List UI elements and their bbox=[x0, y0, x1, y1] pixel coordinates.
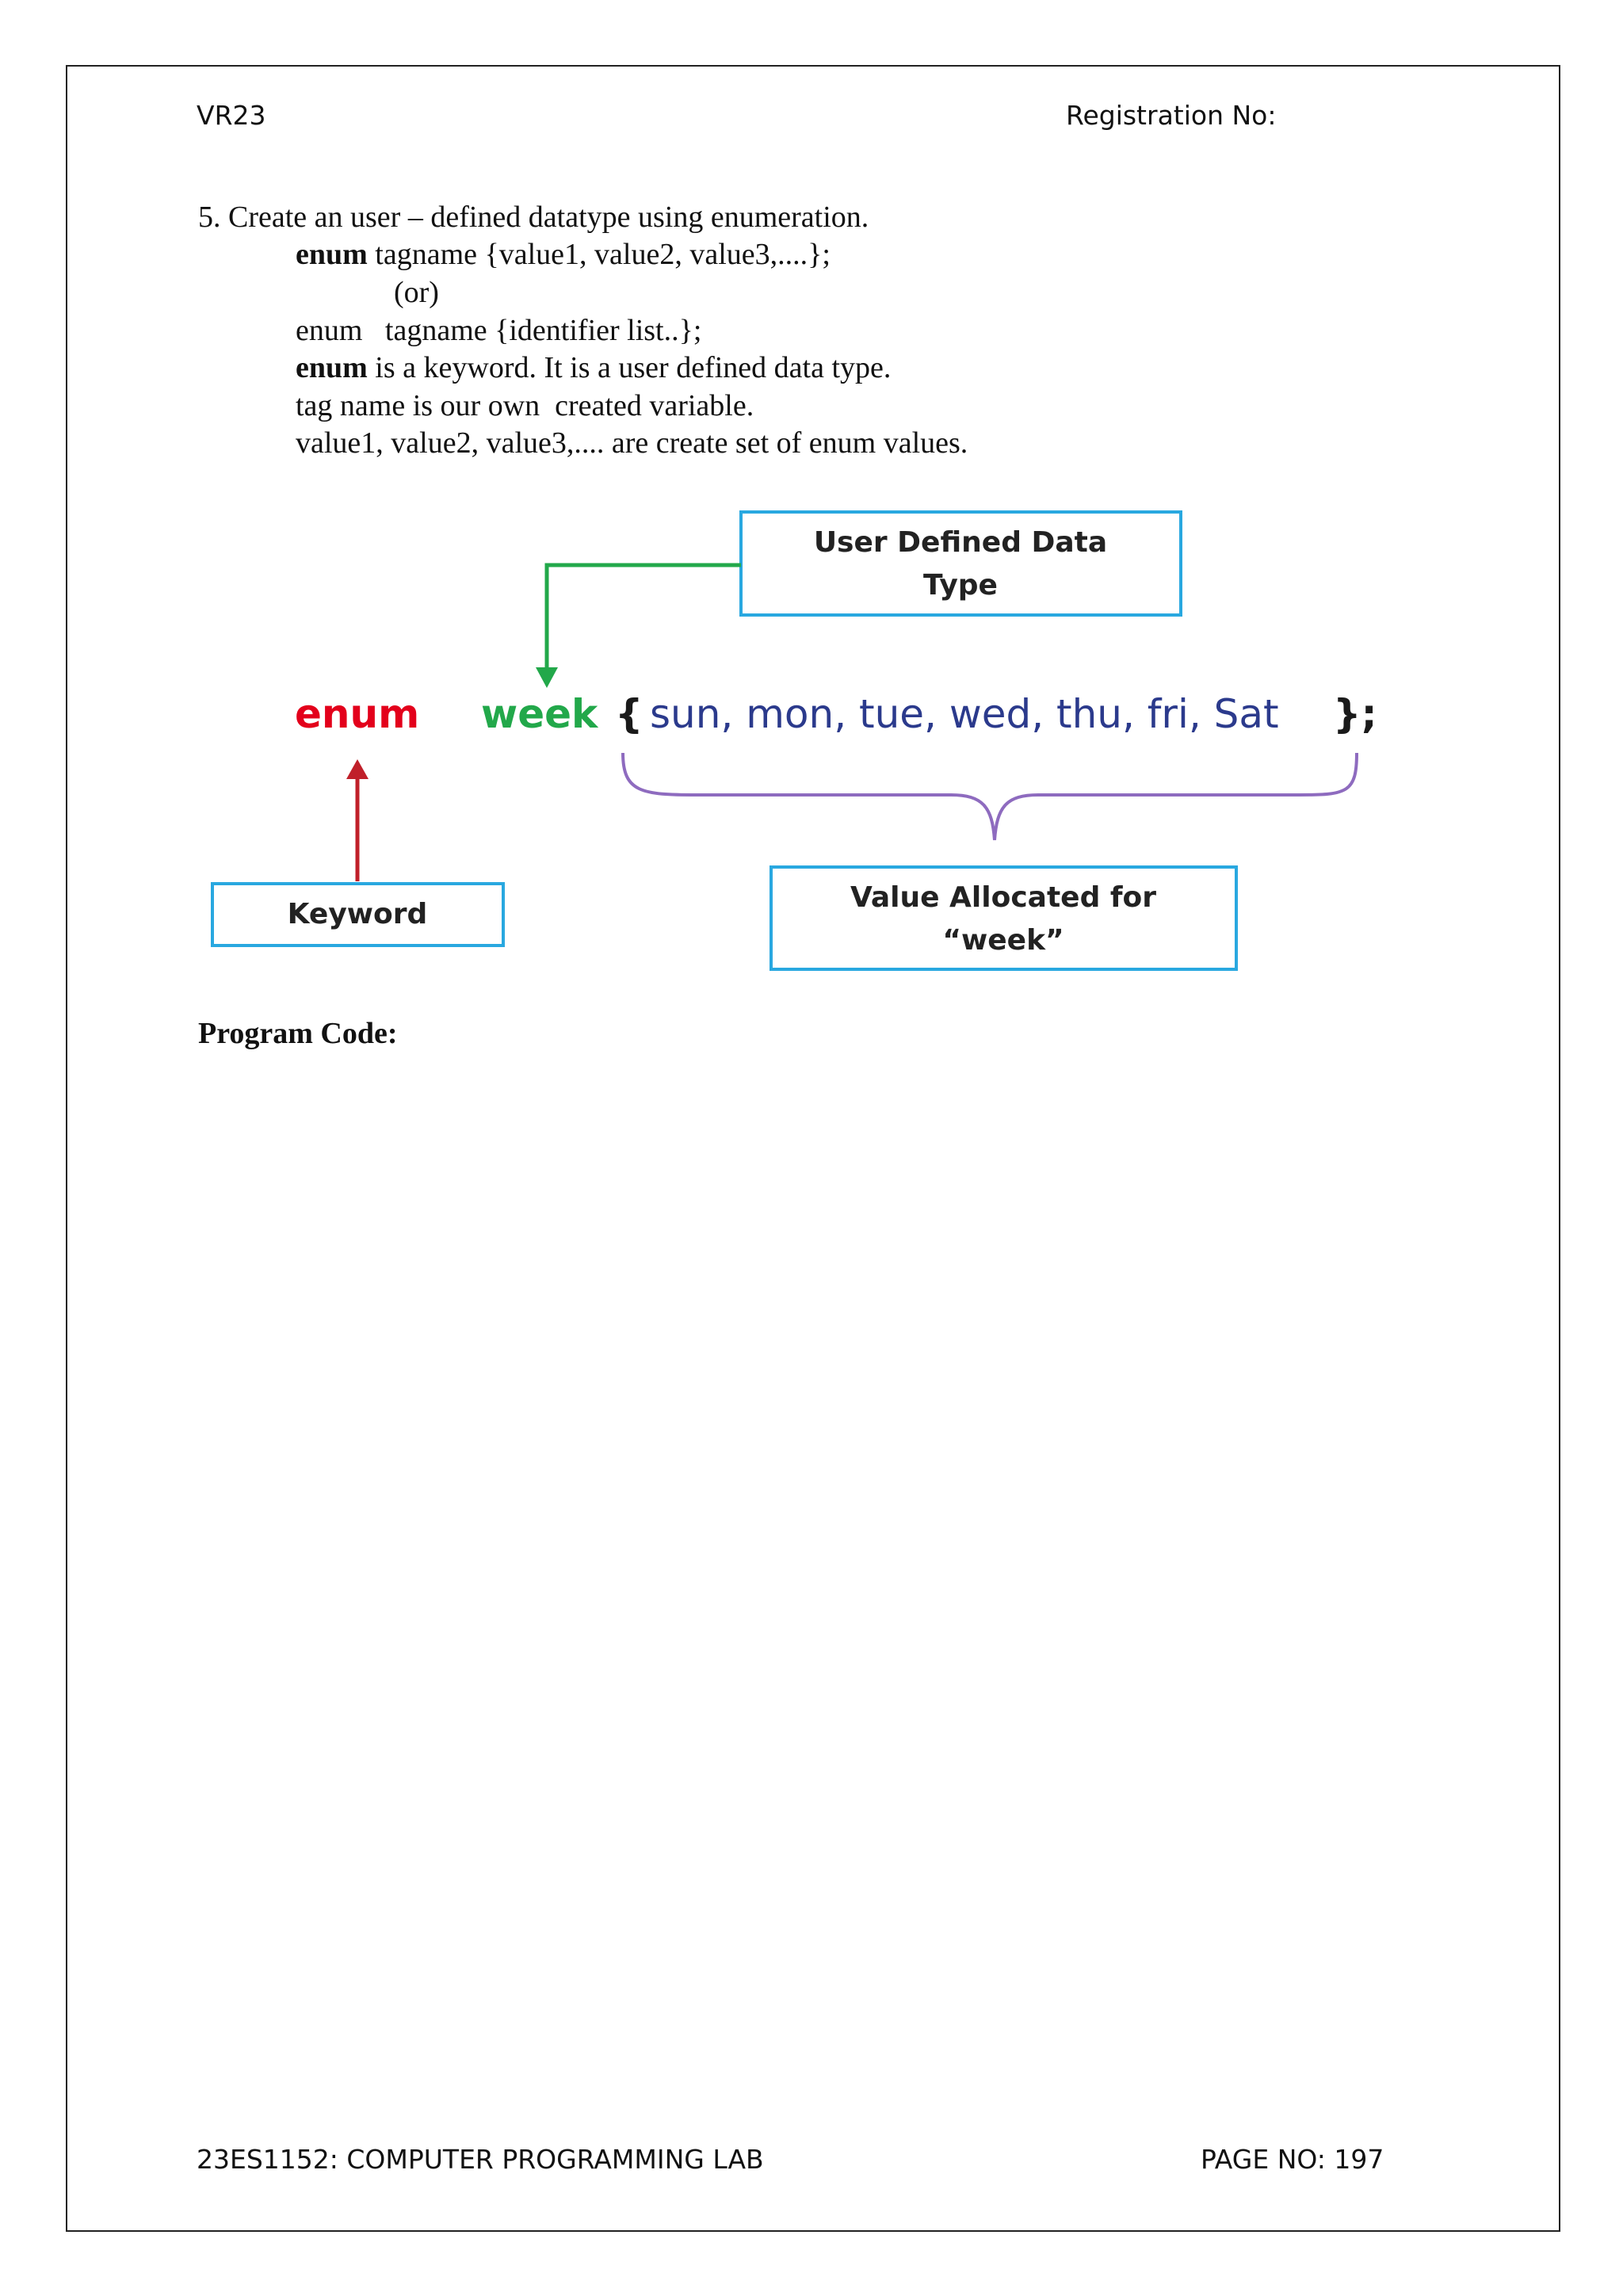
enum-word: enum bbox=[295, 691, 420, 737]
header-registration: Registration No: bbox=[1066, 100, 1277, 131]
footer-page-number: PAGE NO: 197 bbox=[1201, 2144, 1384, 2175]
header-left: VR23 bbox=[197, 100, 266, 131]
week-word: week bbox=[481, 691, 598, 737]
desc-line-2: tag name is our own created variable. bbox=[296, 389, 754, 422]
udt-box-line2: Type bbox=[923, 569, 998, 602]
enum-keyword: enum bbox=[296, 351, 368, 384]
curly-brace bbox=[623, 753, 1357, 840]
close-brace: }; bbox=[1333, 691, 1377, 737]
value-box-line1: Value Allocated for bbox=[850, 881, 1157, 914]
syntax-line-2: enum tagname {identifier list..}; bbox=[296, 314, 702, 347]
udt-box-line1: User Defined Data bbox=[813, 526, 1108, 559]
open-brace: { bbox=[615, 691, 643, 737]
program-code-label: Program Code: bbox=[198, 1017, 398, 1050]
or-text: (or) bbox=[394, 276, 439, 309]
footer-course: 23ES1152: COMPUTER PROGRAMMING LAB bbox=[197, 2144, 764, 2175]
red-arrow-head bbox=[346, 759, 369, 779]
desc-line-1-rest: is a keyword. It is a user defined data type. bbox=[367, 351, 892, 384]
enum-values: sun, mon, tue, wed, thu, fri, Sat bbox=[650, 691, 1279, 737]
enum-diagram bbox=[0, 0, 1623, 1030]
enum-keyword: enum bbox=[296, 238, 368, 271]
question-title: 5. Create an user – defined datatype using enumeration. bbox=[198, 201, 869, 234]
syntax-line-1-rest: tagname {value1, value2, value3,....}; bbox=[367, 238, 831, 271]
value-box-line2: “week” bbox=[942, 924, 1064, 957]
green-arrow-line bbox=[547, 565, 741, 670]
green-arrow-head bbox=[536, 667, 558, 688]
desc-line-3: value1, value2, value3,.... are create set of enum values. bbox=[296, 426, 968, 460]
keyword-box-label: Keyword bbox=[287, 898, 428, 930]
